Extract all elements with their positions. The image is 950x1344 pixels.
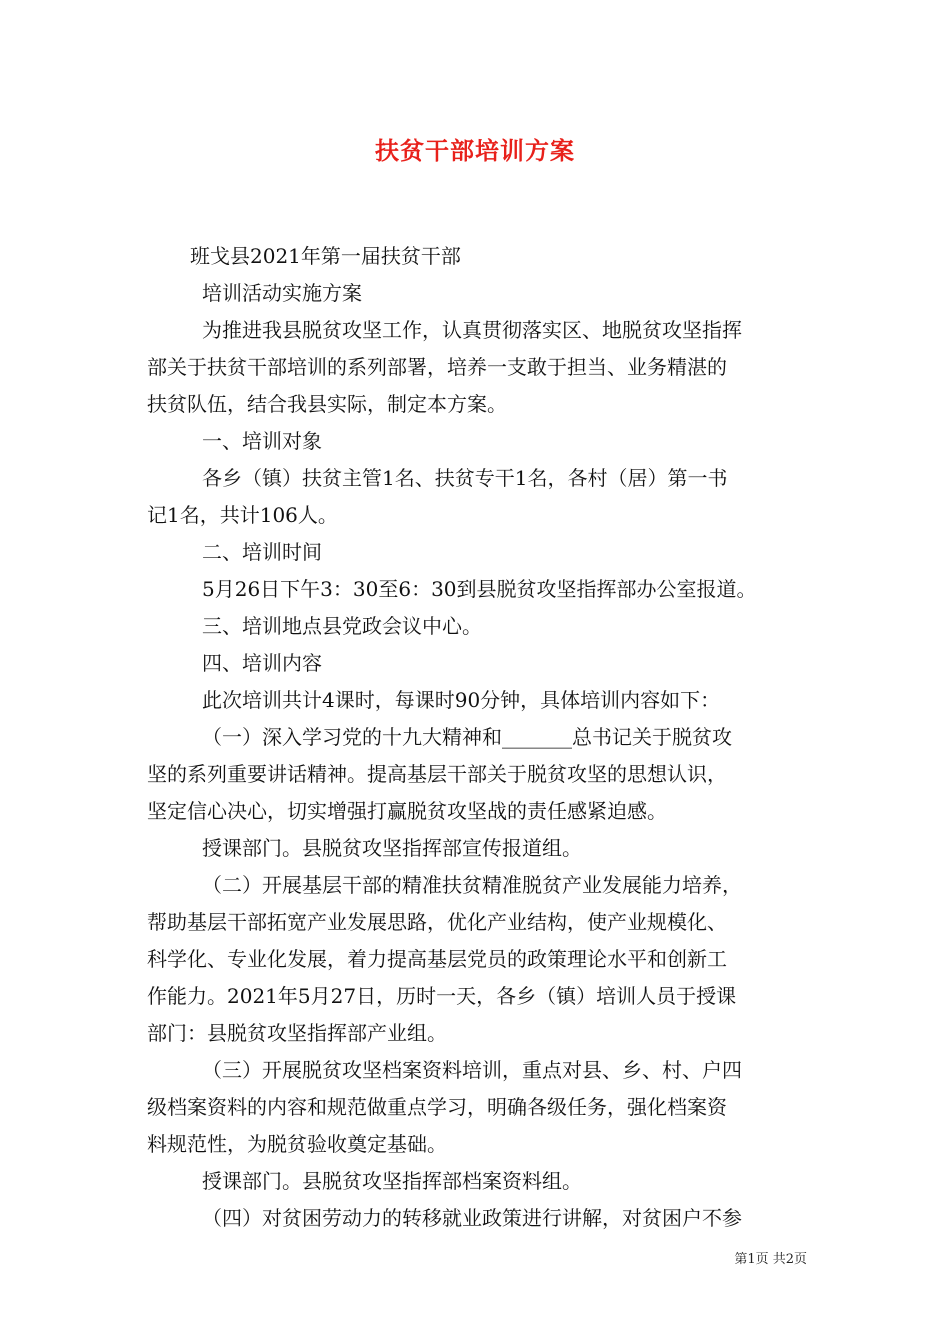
- text-line: （一）深入学习党的十九大精神和_______总书记关于脱贫攻: [202, 725, 732, 749]
- text-line: （四）对贫困劳动力的转移就业政策进行讲解，对贫困户不参: [202, 1206, 742, 1230]
- text-line: 授课部门。县脱贫攻坚指挥部宣传报道组。: [202, 836, 582, 860]
- text-line: 坚的系列重要讲话精神。提高基层干部关于脱贫攻坚的思想认识，: [147, 762, 727, 786]
- text-line: （三）开展脱贫攻坚档案资料培训，重点对县、乡、村、户四: [202, 1058, 742, 1082]
- section-heading: 一、培训对象: [202, 429, 322, 453]
- text-line: 记1名，共计106人。: [147, 503, 338, 527]
- text-line: 坚定信心决心，切实增强打赢脱贫攻坚战的责任感紧迫感。: [147, 799, 667, 823]
- section-heading: 三、培训地点县党政会议中心。: [202, 614, 482, 638]
- page-number: 第1页 共2页: [734, 1252, 807, 1267]
- text-line: 科学化、专业化发展，着力提高基层党员的政策理论水平和创新工: [147, 947, 727, 971]
- text-line: 培训活动实施方案: [202, 281, 362, 305]
- text-line: 各乡（镇）扶贫主管1名、扶贫专干1名，各村（居）第一书: [202, 466, 728, 490]
- section-heading: 二、培训时间: [202, 540, 322, 564]
- text-line: 5月26日下午3：30至6：30到县脱贫攻坚指挥部办公室报道。: [202, 577, 757, 601]
- text-line: 级档案资料的内容和规范做重点学习，明确各级任务，强化档案资: [147, 1095, 727, 1119]
- text-line: （二）开展基层干部的精准扶贫精准脱贫产业发展能力培养，: [202, 873, 742, 897]
- text-line: 此次培训共计4课时，每课时90分钟，具体培训内容如下：: [202, 688, 721, 712]
- text-line: 部门：县脱贫攻坚指挥部产业组。: [147, 1021, 447, 1045]
- document-title: 扶贫干部培训方案: [375, 136, 575, 165]
- text-line: 扶贫队伍，结合我县实际，制定本方案。: [147, 392, 507, 416]
- text-line: 部关于扶贫干部培训的系列部署，培养一支敢于担当、业务精湛的: [147, 355, 727, 379]
- text-line: 帮助基层干部拓宽产业发展思路，优化产业结构，使产业规模化、: [147, 910, 727, 934]
- text-line: 班戈县2021年第一届扶贫干部: [190, 244, 461, 268]
- section-heading: 四、培训内容: [202, 651, 322, 675]
- text-line: 作能力。2021年5月27日，历时一天，各乡（镇）培训人员于授课: [147, 984, 737, 1008]
- text-line: 料规范性，为脱贫验收奠定基础。: [147, 1132, 447, 1156]
- text-line: 授课部门。县脱贫攻坚指挥部档案资料组。: [202, 1169, 582, 1193]
- text-line: 为推进我县脱贫攻坚工作，认真贯彻落实区、地脱贫攻坚指挥: [202, 318, 742, 342]
